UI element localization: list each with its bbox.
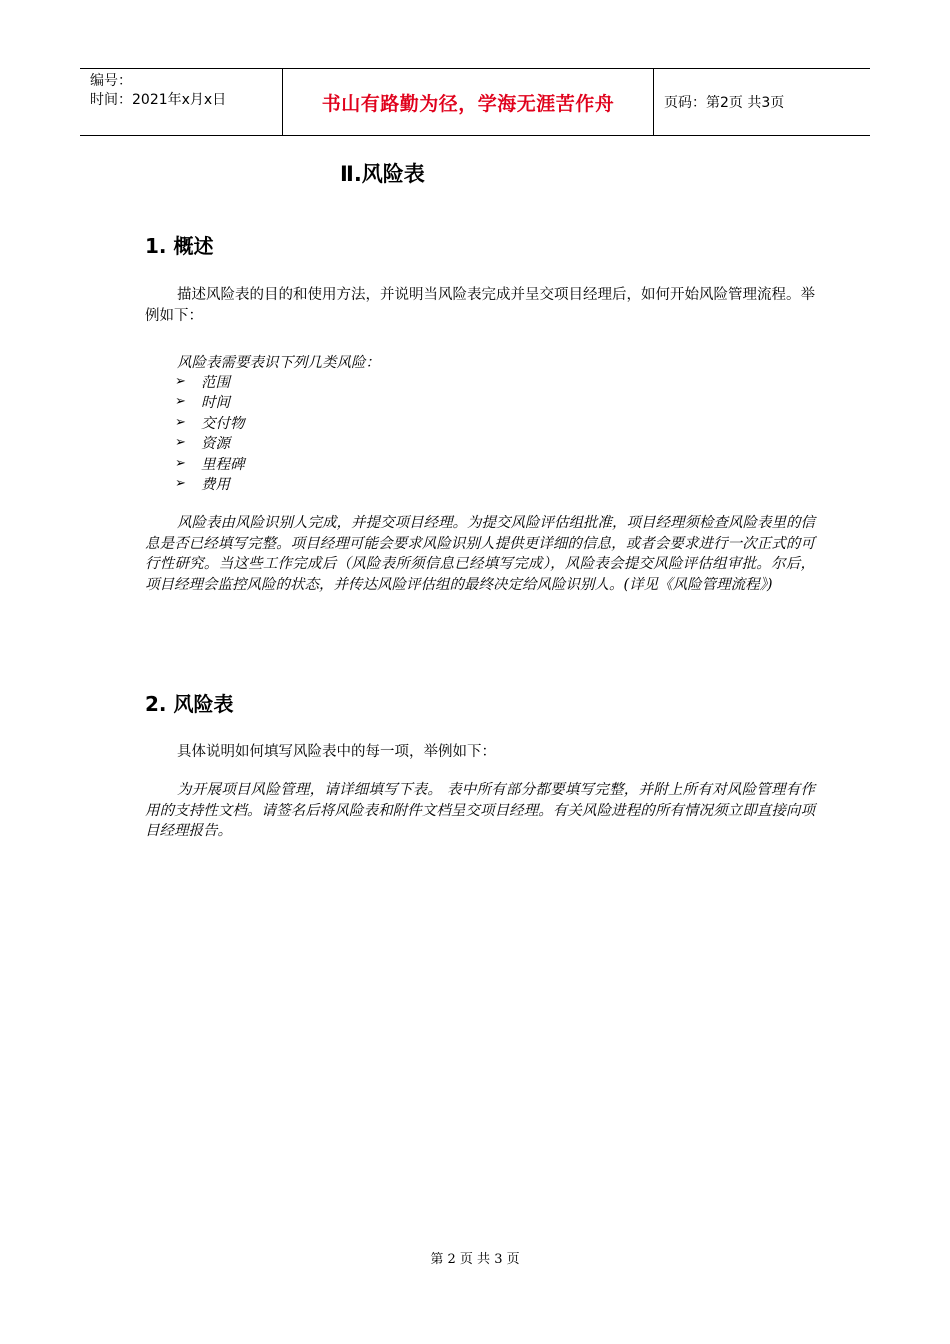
list-item-label: 交付物 — [201, 415, 245, 432]
list-item-label: 范围 — [201, 374, 230, 391]
header-left-cell — [80, 69, 282, 135]
header-code-label: 编号： — [90, 73, 132, 89]
list-item-label: 资源 — [201, 436, 230, 453]
list-item — [175, 412, 245, 433]
section2-example-paragraph: 为开展项目风险管理，请详细填写下表。 表中所有部分都要填写完整，并附上所有对风险管理有作用的支持性文档。请签名后将风险表和附件文档呈交项目经理。有关风险进程的所有情况须立即直接向项目经理报告。 — [145, 782, 815, 839]
list-item — [175, 371, 245, 392]
section2-title: 2. 风险表 — [145, 692, 234, 716]
header-page-info: 页码：第2页 共3页 — [664, 95, 785, 111]
page-footer: 第 2 页 共 3 页 — [430, 1252, 520, 1267]
list-item — [175, 474, 245, 495]
arrow-bullet-icon: ➢ — [175, 435, 186, 451]
section1-title: 1. 概述 — [145, 234, 214, 258]
arrow-bullet-icon: ➢ — [175, 414, 186, 430]
part-title: Ⅱ.风险表 — [340, 162, 425, 186]
section2-paragraph: 具体说明如何填写风险表中的每一项，举例如下： — [177, 744, 496, 760]
arrow-bullet-icon: ➢ — [175, 373, 186, 389]
risk-list-intro: 风险表需要表识下列几类风险： — [177, 355, 380, 371]
arrow-bullet-icon: ➢ — [175, 394, 186, 410]
list-item — [175, 392, 245, 413]
page-header-table — [80, 68, 870, 136]
list-item-label: 时间 — [201, 395, 230, 412]
arrow-bullet-icon: ➢ — [175, 476, 186, 492]
risk-category-list — [175, 371, 245, 494]
list-item-label: 里程碑 — [201, 456, 245, 473]
list-item — [175, 453, 245, 474]
list-item-label: 费用 — [201, 477, 230, 494]
arrow-bullet-icon: ➢ — [175, 455, 186, 471]
header-date: 时间：2021年x月x日 — [90, 92, 227, 108]
header-motto: 书山有路勤为径，学海无涯苦作舟 — [282, 69, 654, 135]
section1-example-paragraph: 风险表由风险识别人完成，并提交项目经理。为提交风险评估组批准，项目经理须检查风险表里的信息是否已经填写完整。项目经理可能会要求风险识别人提供更详细的信息，或者会要求进行一次正式的可行性研究。当这些工作完成后（风险表所须信息已经填写完成），风险表会提交风险评估组审批。尔后，项目经理会监控风险的状态，并传达风险评估组的最终决定给风险识别人。(详见《风险管理流程》) — [145, 515, 815, 593]
section1-paragraph: 描述风险表的目的和使用方法，并说明当风险表完成并呈交项目经理后，如何开始风险管理流程。举例如下： — [145, 287, 815, 324]
list-item — [175, 433, 245, 454]
